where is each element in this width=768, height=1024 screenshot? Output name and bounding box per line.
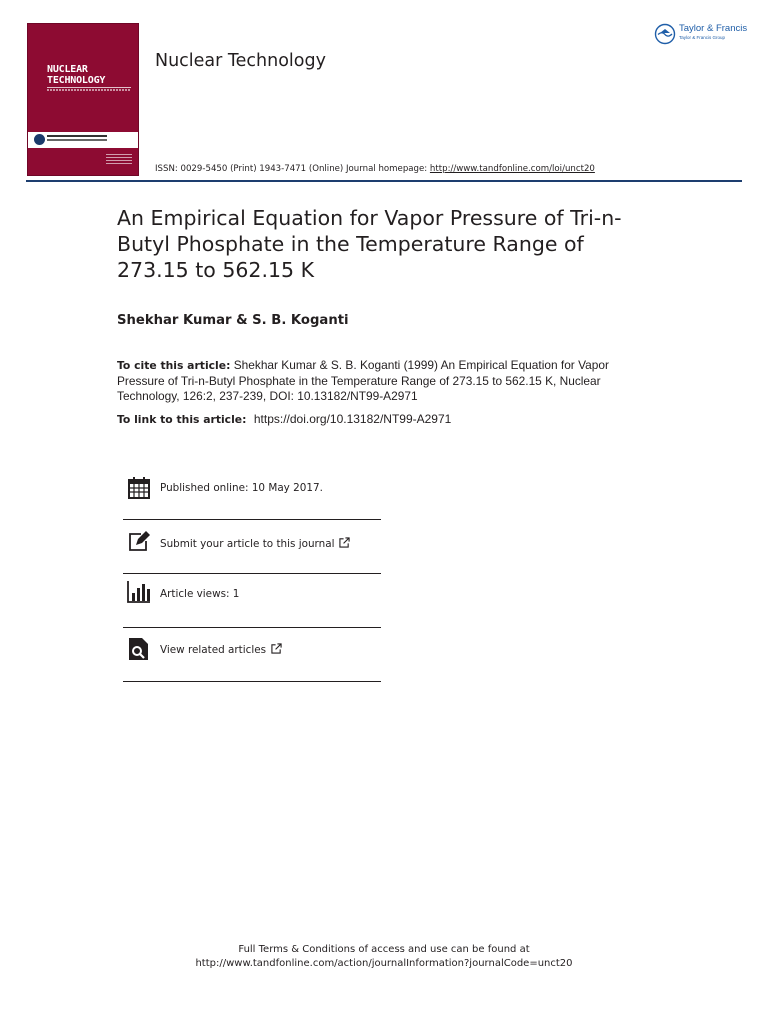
citation-label: To cite this article: [117, 359, 231, 372]
article-views-item [123, 574, 381, 628]
footer-terms-url[interactable]: http://www.tandfonline.com/action/journalInformation?journalCode=unct20 [195, 958, 573, 969]
edit-icon [127, 530, 151, 554]
publisher-group: Taylor & Francis Group [679, 35, 726, 40]
publisher-logo [654, 22, 748, 46]
journal-name: Nuclear Technology [155, 51, 326, 71]
publisher-name: Taylor & Francis [679, 23, 748, 34]
header-divider [26, 180, 742, 182]
doi-link[interactable]: 10.13182/NT99-A2971 [297, 389, 418, 403]
article-doi-url[interactable]: https://doi.org/10.13182/NT99-A2971 [253, 412, 452, 426]
article-title: An Empirical Equation for Vapor Pressure of Tri-n-Butyl Phosphate in the Temperature Range of 273.15 to 562.15 K [117, 206, 622, 282]
journal-cover [27, 23, 139, 176]
terms-footer [0, 943, 768, 971]
cover-fine-print [106, 154, 132, 155]
journal-homepage-link[interactable]: http://www.tandfonline.com/loi/unct20 [429, 164, 595, 174]
citation-block [117, 358, 637, 405]
published-online-item [123, 466, 381, 520]
issn-text: ISSN: 0029-5450 (Print) 1943-7471 (Online) Journal homepage: [155, 164, 428, 174]
article-info-list [123, 466, 381, 682]
article-link-line [117, 412, 451, 426]
footer-line1: Full Terms & Conditions of access and use can be found at [238, 944, 530, 955]
taylor-francis-icon [654, 23, 676, 45]
citation-text: Shekhar Kumar & S. B. Koganti (1999) An Empirical Equation for Vapor Pressure of Tri-n-Butyl Phosphate in the Temperature Range of 273.15 to 562.15 K, Nuclear Technology, 126:2, 237-239, DOI: [117, 358, 609, 403]
related-articles-text[interactable] [160, 643, 282, 656]
society-logo-icon [34, 134, 45, 145]
cover-title-line1: NUCLEAR [47, 64, 88, 75]
calendar-icon [127, 476, 151, 500]
related-articles-item[interactable] [123, 628, 381, 682]
society-name-mark [47, 135, 107, 137]
cover-title [47, 64, 105, 86]
search-document-icon [127, 637, 151, 661]
published-online-text: Published online: 10 May 2017. [160, 482, 323, 494]
cover-subtitle-mark [47, 89, 131, 91]
submit-article-item[interactable] [123, 520, 381, 574]
submit-article-label: Submit your article to this journal [160, 538, 335, 550]
submit-article-text[interactable] [160, 537, 350, 550]
article-views-text: Article views: 1 [160, 588, 240, 600]
cover-rule [47, 87, 131, 88]
link-label: To link to this article: [117, 413, 247, 426]
cover-title-line2: TECHNOLOGY [47, 75, 106, 86]
bar-chart-icon [127, 580, 151, 604]
issn-line [155, 164, 595, 174]
article-authors: Shekhar Kumar & S. B. Koganti [117, 313, 349, 328]
external-link-icon [271, 643, 282, 654]
cover-society-band [28, 132, 138, 148]
related-articles-label: View related articles [160, 644, 267, 656]
external-link-icon [339, 537, 350, 548]
